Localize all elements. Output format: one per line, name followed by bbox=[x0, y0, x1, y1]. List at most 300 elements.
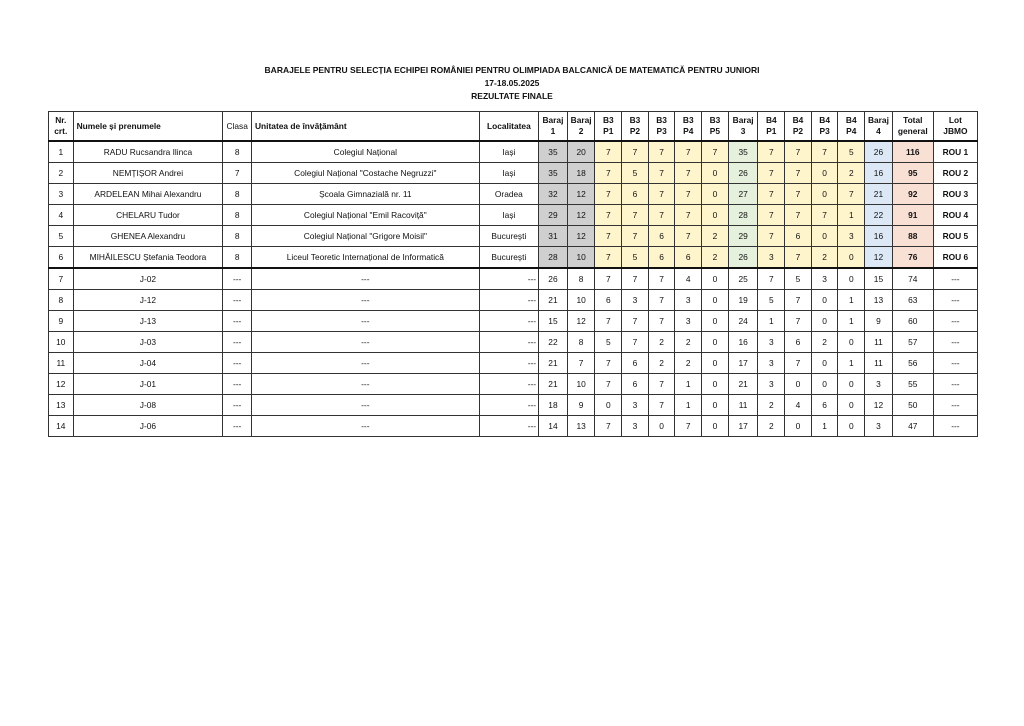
cell-b4p2: 7 bbox=[785, 247, 812, 269]
cell-b4p2: 0 bbox=[785, 416, 812, 437]
col-header-b3p4: B3 P4 bbox=[675, 112, 702, 142]
cell-baraj4: 11 bbox=[865, 353, 893, 374]
cell-b4p2: 6 bbox=[785, 226, 812, 247]
cell-total: 55 bbox=[892, 374, 933, 395]
cell-clasa: --- bbox=[223, 268, 252, 290]
col-header-baraj3: Baraj 3 bbox=[728, 112, 758, 142]
col-header-name: Numele și prenumele bbox=[73, 112, 223, 142]
cell-city: București bbox=[479, 247, 538, 269]
cell-clasa: 8 bbox=[223, 184, 252, 205]
cell-b4p4: 0 bbox=[838, 374, 865, 395]
cell-school: --- bbox=[252, 374, 480, 395]
cell-nr: 5 bbox=[49, 226, 74, 247]
cell-b3p2: 7 bbox=[622, 226, 649, 247]
cell-b3p5: 0 bbox=[702, 205, 729, 226]
cell-b4p3: 7 bbox=[811, 141, 838, 163]
cell-b4p3: 0 bbox=[811, 353, 838, 374]
cell-b3p5: 0 bbox=[702, 332, 729, 353]
cell-nr: 14 bbox=[49, 416, 74, 437]
table-row bbox=[49, 268, 978, 290]
cell-baraj1: 35 bbox=[539, 163, 568, 184]
table-row bbox=[49, 184, 978, 205]
cell-b3p3: 7 bbox=[648, 311, 675, 332]
cell-b4p1: 7 bbox=[758, 226, 785, 247]
cell-b3p1: 7 bbox=[595, 353, 622, 374]
cell-b3p5: 2 bbox=[702, 247, 729, 269]
cell-b3p3: 6 bbox=[648, 247, 675, 269]
document-subtitle: REZULTATE FINALE bbox=[471, 91, 553, 101]
cell-nr: 8 bbox=[49, 290, 74, 311]
table-header-row bbox=[49, 112, 978, 142]
cell-b4p3: 0 bbox=[811, 226, 838, 247]
table-row bbox=[49, 163, 978, 184]
cell-nr: 10 bbox=[49, 332, 74, 353]
cell-baraj1: 22 bbox=[539, 332, 568, 353]
cell-nr: 7 bbox=[49, 268, 74, 290]
cell-lot: --- bbox=[933, 353, 977, 374]
cell-total: 56 bbox=[892, 353, 933, 374]
cell-b4p2: 7 bbox=[785, 311, 812, 332]
cell-b4p1: 5 bbox=[758, 290, 785, 311]
cell-b4p3: 0 bbox=[811, 290, 838, 311]
cell-clasa: 8 bbox=[223, 226, 252, 247]
col-header-clasa: Clasa bbox=[223, 112, 252, 142]
cell-school: --- bbox=[252, 311, 480, 332]
cell-baraj1: 32 bbox=[539, 184, 568, 205]
cell-baraj4: 15 bbox=[865, 268, 893, 290]
cell-total: 60 bbox=[892, 311, 933, 332]
cell-baraj1: 14 bbox=[539, 416, 568, 437]
cell-city: --- bbox=[479, 353, 538, 374]
cell-b3p5: 0 bbox=[702, 353, 729, 374]
cell-name: NEMȚIȘOR Andrei bbox=[73, 163, 223, 184]
cell-clasa: --- bbox=[223, 311, 252, 332]
cell-b3p5: 0 bbox=[702, 311, 729, 332]
cell-baraj3: 25 bbox=[728, 268, 758, 290]
cell-total: 91 bbox=[892, 205, 933, 226]
cell-b3p4: 7 bbox=[675, 205, 702, 226]
cell-baraj1: 29 bbox=[539, 205, 568, 226]
cell-baraj3: 17 bbox=[728, 353, 758, 374]
table-row bbox=[49, 416, 978, 437]
cell-city: --- bbox=[479, 332, 538, 353]
cell-total: 63 bbox=[892, 290, 933, 311]
col-header-baraj4: Baraj 4 bbox=[865, 112, 893, 142]
cell-lot: --- bbox=[933, 374, 977, 395]
col-header-b3p5: B3 P5 bbox=[702, 112, 729, 142]
cell-b3p5: 0 bbox=[702, 416, 729, 437]
cell-b3p2: 6 bbox=[622, 353, 649, 374]
cell-b3p2: 5 bbox=[622, 247, 649, 269]
cell-b3p4: 2 bbox=[675, 353, 702, 374]
cell-b3p3: 7 bbox=[648, 163, 675, 184]
cell-b3p4: 7 bbox=[675, 163, 702, 184]
cell-b4p1: 3 bbox=[758, 247, 785, 269]
cell-baraj4: 12 bbox=[865, 395, 893, 416]
cell-nr: 1 bbox=[49, 141, 74, 163]
cell-total: 50 bbox=[892, 395, 933, 416]
table-row bbox=[49, 395, 978, 416]
cell-total: 88 bbox=[892, 226, 933, 247]
cell-baraj2: 10 bbox=[567, 374, 595, 395]
cell-lot: --- bbox=[933, 416, 977, 437]
cell-city: Iași bbox=[479, 205, 538, 226]
cell-lot: --- bbox=[933, 311, 977, 332]
cell-b3p1: 7 bbox=[595, 311, 622, 332]
cell-b3p2: 7 bbox=[622, 268, 649, 290]
cell-b4p4: 1 bbox=[838, 311, 865, 332]
cell-clasa: --- bbox=[223, 353, 252, 374]
cell-b4p3: 2 bbox=[811, 332, 838, 353]
cell-baraj3: 29 bbox=[728, 226, 758, 247]
cell-b4p3: 0 bbox=[811, 311, 838, 332]
cell-baraj3: 26 bbox=[728, 163, 758, 184]
cell-b4p1: 7 bbox=[758, 205, 785, 226]
cell-total: 76 bbox=[892, 247, 933, 269]
cell-b3p3: 7 bbox=[648, 268, 675, 290]
col-header-lot: Lot JBMO bbox=[933, 112, 977, 142]
cell-b3p4: 3 bbox=[675, 290, 702, 311]
cell-lot: --- bbox=[933, 395, 977, 416]
cell-nr: 9 bbox=[49, 311, 74, 332]
cell-b3p2: 7 bbox=[622, 332, 649, 353]
cell-b3p2: 3 bbox=[622, 290, 649, 311]
cell-school: --- bbox=[252, 332, 480, 353]
cell-b4p2: 4 bbox=[785, 395, 812, 416]
cell-school: Liceul Teoretic Internațional de Informatică bbox=[252, 247, 480, 269]
cell-school: Colegiul Național "Costache Negruzzi" bbox=[252, 163, 480, 184]
cell-lot: --- bbox=[933, 268, 977, 290]
cell-baraj4: 13 bbox=[865, 290, 893, 311]
cell-total: 95 bbox=[892, 163, 933, 184]
col-header-b4p1: B4 P1 bbox=[758, 112, 785, 142]
cell-b4p4: 0 bbox=[838, 332, 865, 353]
col-header-b3p3: B3 P3 bbox=[648, 112, 675, 142]
cell-b3p3: 2 bbox=[648, 332, 675, 353]
cell-b3p1: 5 bbox=[595, 332, 622, 353]
cell-baraj2: 8 bbox=[567, 332, 595, 353]
cell-city: --- bbox=[479, 416, 538, 437]
cell-name: J-04 bbox=[73, 353, 223, 374]
cell-clasa: 8 bbox=[223, 247, 252, 269]
cell-baraj4: 11 bbox=[865, 332, 893, 353]
cell-name: J-03 bbox=[73, 332, 223, 353]
cell-baraj2: 13 bbox=[567, 416, 595, 437]
cell-clasa: --- bbox=[223, 290, 252, 311]
cell-b4p1: 2 bbox=[758, 395, 785, 416]
cell-baraj1: 21 bbox=[539, 290, 568, 311]
cell-b3p1: 7 bbox=[595, 163, 622, 184]
cell-baraj4: 3 bbox=[865, 374, 893, 395]
col-header-nr: Nr. crt. bbox=[49, 112, 74, 142]
cell-clasa: --- bbox=[223, 332, 252, 353]
col-header-b3p1: B3 P1 bbox=[595, 112, 622, 142]
col-header-b4p4: B4 P4 bbox=[838, 112, 865, 142]
cell-baraj1: 35 bbox=[539, 141, 568, 163]
cell-b4p4: 0 bbox=[838, 268, 865, 290]
col-header-b3p2: B3 P2 bbox=[622, 112, 649, 142]
cell-b3p5: 0 bbox=[702, 374, 729, 395]
cell-b3p1: 7 bbox=[595, 226, 622, 247]
cell-total: 92 bbox=[892, 184, 933, 205]
cell-b3p4: 7 bbox=[675, 184, 702, 205]
cell-baraj1: 31 bbox=[539, 226, 568, 247]
cell-lot: ROU 3 bbox=[933, 184, 977, 205]
cell-baraj3: 27 bbox=[728, 184, 758, 205]
cell-b4p1: 2 bbox=[758, 416, 785, 437]
cell-b4p4: 0 bbox=[838, 416, 865, 437]
cell-b4p1: 3 bbox=[758, 374, 785, 395]
cell-b4p2: 7 bbox=[785, 163, 812, 184]
cell-b3p4: 7 bbox=[675, 416, 702, 437]
cell-name: J-02 bbox=[73, 268, 223, 290]
cell-school: Școala Gimnazială nr. 11 bbox=[252, 184, 480, 205]
cell-b3p2: 3 bbox=[622, 416, 649, 437]
cell-baraj4: 3 bbox=[865, 416, 893, 437]
cell-lot: ROU 4 bbox=[933, 205, 977, 226]
document-header bbox=[0, 64, 1024, 103]
cell-baraj2: 8 bbox=[567, 268, 595, 290]
cell-baraj2: 12 bbox=[567, 205, 595, 226]
cell-b3p4: 7 bbox=[675, 141, 702, 163]
cell-b4p2: 7 bbox=[785, 184, 812, 205]
col-header-b4p2: B4 P2 bbox=[785, 112, 812, 142]
cell-baraj2: 12 bbox=[567, 311, 595, 332]
cell-b4p3: 6 bbox=[811, 395, 838, 416]
cell-clasa: --- bbox=[223, 374, 252, 395]
cell-b3p2: 7 bbox=[622, 141, 649, 163]
cell-baraj3: 28 bbox=[728, 205, 758, 226]
cell-baraj4: 12 bbox=[865, 247, 893, 269]
cell-nr: 3 bbox=[49, 184, 74, 205]
cell-name: MIHĂILESCU Ștefania Teodora bbox=[73, 247, 223, 269]
cell-name: J-13 bbox=[73, 311, 223, 332]
cell-b3p2: 7 bbox=[622, 311, 649, 332]
cell-b3p1: 7 bbox=[595, 205, 622, 226]
cell-b3p3: 0 bbox=[648, 416, 675, 437]
col-header-city: Localitatea bbox=[479, 112, 538, 142]
cell-b3p1: 7 bbox=[595, 416, 622, 437]
cell-baraj3: 26 bbox=[728, 247, 758, 269]
cell-city: --- bbox=[479, 395, 538, 416]
cell-baraj1: 18 bbox=[539, 395, 568, 416]
cell-school: Colegiul Național "Grigore Moisil" bbox=[252, 226, 480, 247]
cell-b4p4: 7 bbox=[838, 184, 865, 205]
cell-school: --- bbox=[252, 416, 480, 437]
cell-name: GHENEA Alexandru bbox=[73, 226, 223, 247]
cell-name: ARDELEAN Mihai Alexandru bbox=[73, 184, 223, 205]
cell-b3p2: 3 bbox=[622, 395, 649, 416]
cell-b3p5: 0 bbox=[702, 268, 729, 290]
cell-lot: ROU 1 bbox=[933, 141, 977, 163]
cell-b4p1: 3 bbox=[758, 353, 785, 374]
cell-lot: ROU 6 bbox=[933, 247, 977, 269]
cell-clasa: 7 bbox=[223, 163, 252, 184]
cell-nr: 11 bbox=[49, 353, 74, 374]
cell-baraj3: 35 bbox=[728, 141, 758, 163]
cell-baraj1: 15 bbox=[539, 311, 568, 332]
table-row bbox=[49, 205, 978, 226]
cell-b4p3: 7 bbox=[811, 205, 838, 226]
cell-b3p3: 7 bbox=[648, 395, 675, 416]
cell-baraj1: 21 bbox=[539, 353, 568, 374]
cell-baraj3: 19 bbox=[728, 290, 758, 311]
cell-b3p3: 7 bbox=[648, 290, 675, 311]
cell-school: --- bbox=[252, 268, 480, 290]
cell-b3p2: 6 bbox=[622, 184, 649, 205]
cell-city: București bbox=[479, 226, 538, 247]
cell-nr: 13 bbox=[49, 395, 74, 416]
cell-b3p4: 6 bbox=[675, 247, 702, 269]
table-row bbox=[49, 247, 978, 269]
cell-nr: 4 bbox=[49, 205, 74, 226]
cell-lot: --- bbox=[933, 290, 977, 311]
cell-city: Iași bbox=[479, 141, 538, 163]
cell-total: 57 bbox=[892, 332, 933, 353]
cell-nr: 2 bbox=[49, 163, 74, 184]
cell-b4p2: 7 bbox=[785, 205, 812, 226]
table-row bbox=[49, 332, 978, 353]
cell-baraj4: 9 bbox=[865, 311, 893, 332]
cell-b4p4: 1 bbox=[838, 205, 865, 226]
cell-b3p1: 7 bbox=[595, 374, 622, 395]
cell-city: --- bbox=[479, 268, 538, 290]
cell-b4p2: 0 bbox=[785, 374, 812, 395]
cell-b3p1: 7 bbox=[595, 184, 622, 205]
cell-total: 116 bbox=[892, 141, 933, 163]
cell-b4p3: 0 bbox=[811, 163, 838, 184]
cell-name: CHELARU Tudor bbox=[73, 205, 223, 226]
cell-b3p3: 2 bbox=[648, 353, 675, 374]
cell-baraj2: 9 bbox=[567, 395, 595, 416]
cell-b4p4: 2 bbox=[838, 163, 865, 184]
cell-baraj4: 16 bbox=[865, 226, 893, 247]
cell-baraj2: 10 bbox=[567, 290, 595, 311]
cell-baraj2: 10 bbox=[567, 247, 595, 269]
cell-baraj3: 11 bbox=[728, 395, 758, 416]
cell-b3p4: 2 bbox=[675, 332, 702, 353]
cell-clasa: 8 bbox=[223, 205, 252, 226]
cell-name: J-06 bbox=[73, 416, 223, 437]
cell-baraj3: 17 bbox=[728, 416, 758, 437]
cell-b3p3: 6 bbox=[648, 226, 675, 247]
cell-b3p5: 0 bbox=[702, 184, 729, 205]
cell-city: Iași bbox=[479, 163, 538, 184]
cell-school: --- bbox=[252, 395, 480, 416]
cell-b3p1: 0 bbox=[595, 395, 622, 416]
cell-nr: 12 bbox=[49, 374, 74, 395]
cell-baraj4: 16 bbox=[865, 163, 893, 184]
cell-baraj3: 24 bbox=[728, 311, 758, 332]
cell-b3p5: 7 bbox=[702, 141, 729, 163]
cell-baraj2: 12 bbox=[567, 226, 595, 247]
cell-b4p4: 5 bbox=[838, 141, 865, 163]
cell-b3p1: 7 bbox=[595, 268, 622, 290]
cell-b4p1: 1 bbox=[758, 311, 785, 332]
cell-school: Colegiul Național "Emil Racoviță" bbox=[252, 205, 480, 226]
cell-b4p2: 7 bbox=[785, 290, 812, 311]
cell-baraj1: 28 bbox=[539, 247, 568, 269]
cell-b4p3: 3 bbox=[811, 268, 838, 290]
cell-b4p4: 1 bbox=[838, 290, 865, 311]
cell-b3p5: 0 bbox=[702, 163, 729, 184]
cell-baraj2: 12 bbox=[567, 184, 595, 205]
col-header-school: Unitatea de învățământ bbox=[252, 112, 480, 142]
cell-baraj1: 26 bbox=[539, 268, 568, 290]
cell-school: Colegiul Național bbox=[252, 141, 480, 163]
cell-clasa: --- bbox=[223, 395, 252, 416]
cell-school: --- bbox=[252, 353, 480, 374]
cell-b3p2: 7 bbox=[622, 205, 649, 226]
cell-baraj3: 21 bbox=[728, 374, 758, 395]
cell-b4p1: 7 bbox=[758, 268, 785, 290]
cell-b4p4: 1 bbox=[838, 353, 865, 374]
table-row bbox=[49, 374, 978, 395]
document-date: 17-18.05.2025 bbox=[484, 78, 540, 88]
cell-b3p4: 4 bbox=[675, 268, 702, 290]
cell-total: 74 bbox=[892, 268, 933, 290]
cell-b3p1: 6 bbox=[595, 290, 622, 311]
cell-b4p1: 3 bbox=[758, 332, 785, 353]
cell-b3p1: 7 bbox=[595, 141, 622, 163]
cell-b4p3: 1 bbox=[811, 416, 838, 437]
cell-b4p3: 0 bbox=[811, 374, 838, 395]
cell-b3p3: 7 bbox=[648, 374, 675, 395]
cell-school: --- bbox=[252, 290, 480, 311]
document-title: BARAJELE PENTRU SELECȚIA ECHIPEI ROMÂNIEI PENTRU OLIMPIADA BALCANICĂ DE MATEMATICĂ PENTRU JUNIORI bbox=[264, 65, 760, 75]
cell-lot: ROU 2 bbox=[933, 163, 977, 184]
cell-b3p5: 0 bbox=[702, 395, 729, 416]
cell-b3p3: 7 bbox=[648, 184, 675, 205]
table-row bbox=[49, 226, 978, 247]
cell-baraj4: 26 bbox=[865, 141, 893, 163]
cell-name: J-12 bbox=[73, 290, 223, 311]
cell-b3p5: 2 bbox=[702, 226, 729, 247]
cell-b4p4: 0 bbox=[838, 395, 865, 416]
cell-b3p4: 3 bbox=[675, 311, 702, 332]
cell-b4p1: 7 bbox=[758, 184, 785, 205]
cell-b3p2: 5 bbox=[622, 163, 649, 184]
results-table bbox=[48, 111, 978, 437]
table-row bbox=[49, 353, 978, 374]
cell-baraj2: 18 bbox=[567, 163, 595, 184]
cell-b3p3: 7 bbox=[648, 141, 675, 163]
cell-b4p3: 0 bbox=[811, 184, 838, 205]
cell-b3p2: 6 bbox=[622, 374, 649, 395]
cell-clasa: 8 bbox=[223, 141, 252, 163]
cell-baraj2: 20 bbox=[567, 141, 595, 163]
cell-b4p4: 3 bbox=[838, 226, 865, 247]
cell-b4p2: 7 bbox=[785, 141, 812, 163]
cell-b3p4: 1 bbox=[675, 374, 702, 395]
cell-lot: ROU 5 bbox=[933, 226, 977, 247]
col-header-total: Total general bbox=[892, 112, 933, 142]
table-row bbox=[49, 290, 978, 311]
cell-baraj2: 7 bbox=[567, 353, 595, 374]
cell-b3p4: 1 bbox=[675, 395, 702, 416]
cell-b4p4: 0 bbox=[838, 247, 865, 269]
cell-b4p3: 2 bbox=[811, 247, 838, 269]
cell-b3p5: 0 bbox=[702, 290, 729, 311]
cell-b4p1: 7 bbox=[758, 163, 785, 184]
col-header-b4p3: B4 P3 bbox=[811, 112, 838, 142]
cell-b3p4: 7 bbox=[675, 226, 702, 247]
col-header-baraj1: Baraj 1 bbox=[539, 112, 568, 142]
cell-b4p2: 7 bbox=[785, 353, 812, 374]
cell-b3p3: 7 bbox=[648, 205, 675, 226]
cell-baraj4: 22 bbox=[865, 205, 893, 226]
cell-city: --- bbox=[479, 311, 538, 332]
